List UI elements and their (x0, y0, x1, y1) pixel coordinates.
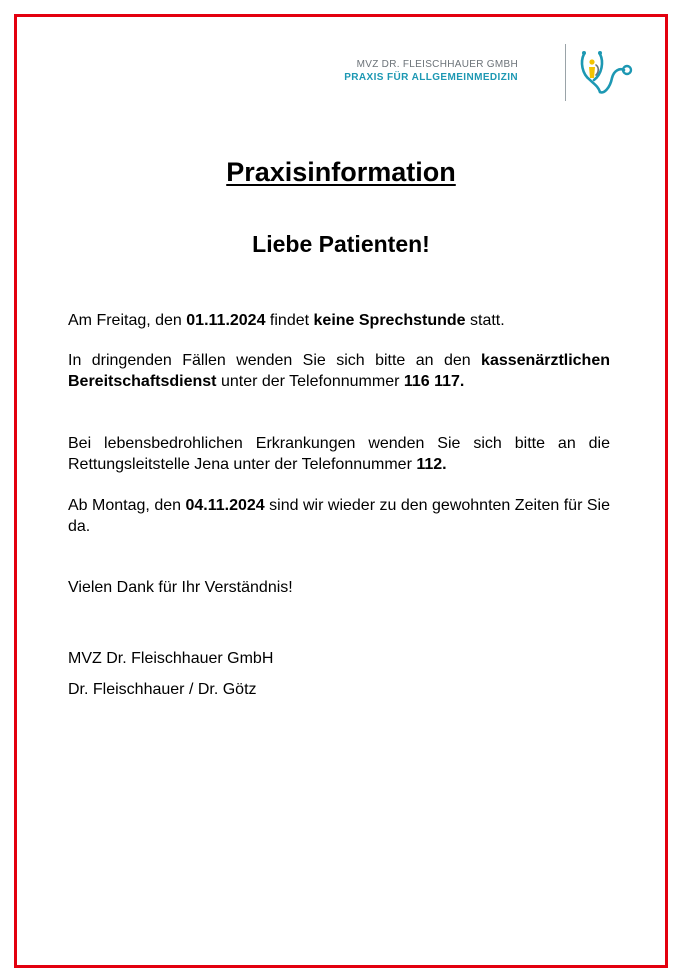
closure-date: 01.11.2024 (186, 312, 266, 329)
logo-text (344, 58, 518, 85)
thanks-line: Vielen Dank für Ihr Verständnis! (68, 579, 293, 596)
greeting-heading: Liebe Patienten! (252, 231, 430, 257)
page-title: Praxisinformation (226, 157, 456, 187)
logo-company-name: MVZ DR. FLEISCHHAUER GMBH (356, 59, 518, 70)
emergency-service-notice: In dringenden Fällen wenden Sie sich bitte an den kassenärztlichen Bereitschaftsdienst unter der Telefonnummer 116 117. (68, 352, 610, 390)
no-consultation: keine Sprechstunde (313, 312, 466, 329)
logo-divider (565, 44, 566, 101)
practice-logo (344, 44, 640, 102)
reopening-notice: Ab Montag, den 04.11.2024 sind wir wieder zu den gewohnten Zeiten für Sie da. (68, 497, 611, 535)
reopening-date: 04.11.2024 (185, 497, 265, 514)
emergency-service-name: kassenärztlichen Bereitschaftsdienst (68, 352, 610, 390)
emergency-service-phone: 116 117. (403, 373, 465, 390)
closure-notice: Am Freitag, den 01.11.2024 findet keine Sprechstunde statt. (68, 312, 505, 329)
rescue-phone: 112. (416, 456, 447, 473)
rescue-service-notice: Bei lebensbedrohlichen Erkrankungen wenden Sie sich bitte an die Rettungsleitstelle Jena unter der Telefonnummer 112. (68, 435, 610, 473)
stethoscope-person-icon (578, 48, 633, 96)
signature-doctors: Dr. Fleischhauer / Dr. Götz (68, 681, 257, 698)
signature-company: MVZ Dr. Fleischhauer GmbH (68, 650, 274, 667)
logo-practice-type: PRAXIS FÜR ALLGEMEINMEDIZIN (344, 72, 518, 83)
